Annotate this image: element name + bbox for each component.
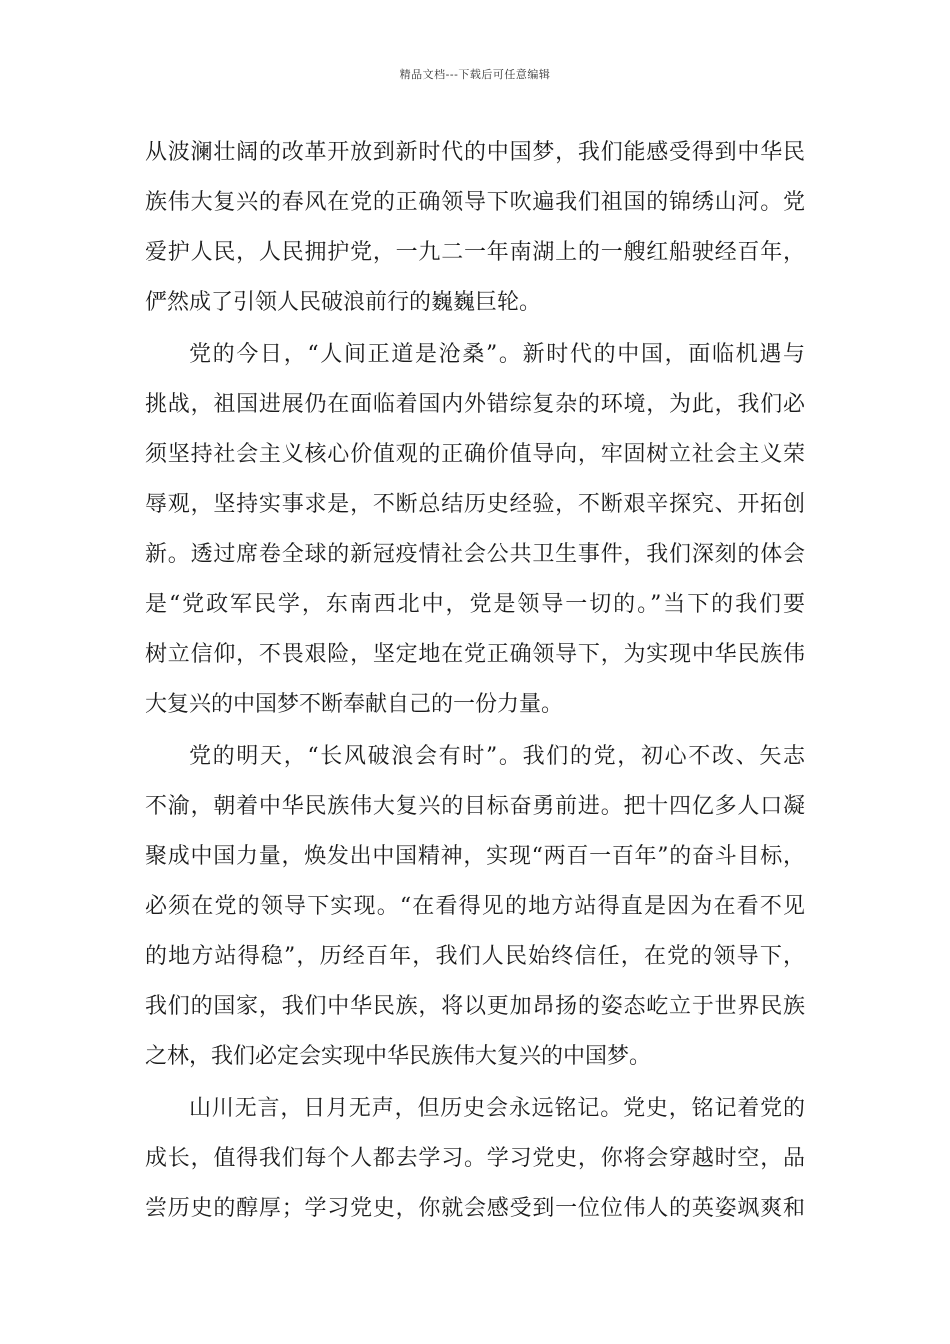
text-line: 山川无言，日月无声，但历史会永远铭记。党史，铭记着党的	[189, 1096, 805, 1121]
paragraph	[145, 732, 805, 1082]
text-line: 聚成中国力量，焕发出中国精神，实现“两百一百年”的奋斗目标，	[145, 844, 805, 869]
text-line: 新。透过席卷全球的新冠疫情社会公共卫生事件，我们深刻的体会	[145, 542, 805, 567]
paragraph	[145, 1084, 805, 1234]
text-line: 挑战，祖国进展仍在面临着国内外错综复杂的环境，为此，我们必	[145, 392, 805, 417]
text-line: 我们的国家，我们中华民族，将以更加昂扬的姿态屹立于世界民族	[145, 994, 805, 1019]
text-line: 爱护人民，人民拥护党，一九二一年南湖上的一艘红船驶经百年，	[145, 240, 805, 265]
text-line: 党的明天，“长风破浪会有时”。我们的党，初心不改、矢志	[189, 744, 805, 769]
paragraph	[145, 128, 805, 328]
text-line: 尝历史的醇厚；学习党史，你就会感受到一位位伟人的英姿飒爽和	[145, 1196, 805, 1221]
text-line: 辱观，坚持实事求是，不断总结历史经验，不断艰辛探究、开拓创	[145, 492, 805, 517]
paragraph	[145, 330, 805, 730]
text-line: 之林，我们必定会实现中华民族伟大复兴的中国梦。	[145, 1044, 652, 1069]
text-line: 族伟大复兴的春风在党的正确领导下吹遍我们祖国的锦绣山河。党	[145, 190, 805, 215]
text-line: 必须在党的领导下实现。“在看得见的地方站得直是因为在看不见	[145, 894, 805, 919]
text-line: 的地方站得稳”，历经百年，我们人民始终信任，在党的领导下，	[145, 944, 805, 969]
page-header: 精品文档---下载后可任意编辑	[399, 68, 551, 81]
text-line: 俨然成了引领人民破浪前行的巍巍巨轮。	[145, 290, 542, 315]
document-body	[145, 128, 805, 1234]
text-line: 大复兴的中国梦不断奉献自己的一份力量。	[145, 692, 564, 717]
text-line: 党的今日，“人间正道是沧桑”。新时代的中国，面临机遇与	[189, 342, 805, 367]
text-line: 是“党政军民学，东南西北中，党是领导一切的。”当下的我们要	[145, 592, 805, 617]
text-line: 成长，值得我们每个人都去学习。学习党史，你将会穿越时空，品	[145, 1146, 805, 1171]
text-line: 须坚持社会主义核心价值观的正确价值导向，牢固树立社会主义荣	[145, 442, 805, 467]
text-line: 树立信仰，不畏艰险，坚定地在党正确领导下，为实现中华民族伟	[145, 642, 805, 667]
text-line: 不渝，朝着中华民族伟大复兴的目标奋勇前进。把十四亿多人口凝	[145, 794, 805, 819]
text-line: 从波澜壮阔的改革开放到新时代的中国梦，我们能感受得到中华民	[145, 140, 805, 165]
